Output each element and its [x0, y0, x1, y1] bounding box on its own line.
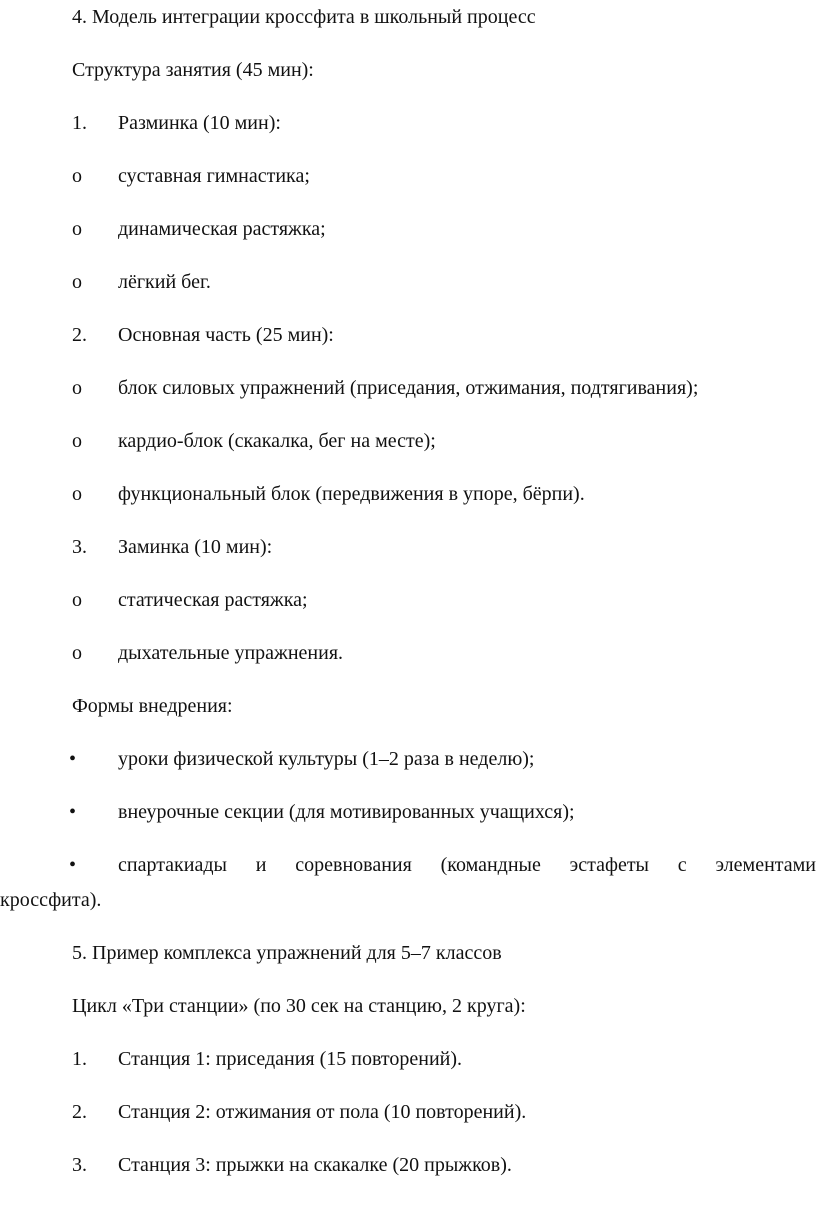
list-item: [0, 798, 816, 826]
list-item-text: динамическая растяжка;: [118, 218, 326, 240]
station-number: 1.: [72, 1048, 87, 1070]
station-number: 3.: [72, 1154, 87, 1176]
station-item: [0, 1045, 816, 1073]
list-item-text: статическая растяжка;: [118, 589, 308, 611]
sub-bullet-marker: o: [72, 483, 82, 505]
list-item-text: дыхательные упражнения.: [118, 642, 344, 664]
phase-number: 3.: [72, 536, 87, 558]
phase-1: [0, 109, 816, 137]
bullet-marker: •: [69, 801, 77, 823]
station-text: Станция 3: прыжки на скакалке (20 прыжков).: [118, 1154, 512, 1176]
list-item-text: уроки физической культуры (1–2 раза в неделю);: [118, 748, 535, 770]
list-item-text: кардио-блок (скакалка, бег на месте);: [118, 430, 436, 452]
list-item: [0, 851, 816, 879]
list-item-text: спартакиады и соревнования (командные эстафеты с элементами: [118, 854, 816, 876]
bullet-marker: •: [69, 748, 77, 770]
phase-2: [0, 321, 816, 349]
phase-3: [0, 533, 816, 561]
station-number: 2.: [72, 1101, 87, 1123]
list-item: [0, 427, 816, 455]
section-5-heading: 5. Пример комплекса упражнений для 5–7 классов: [72, 942, 502, 964]
sub-bullet-marker: o: [72, 377, 82, 399]
list-item-text: функциональный блок (передвижения в упоре, бёрпи).: [118, 483, 585, 505]
list-item-text: блок силовых упражнений (приседания, отжимания, подтягивания);: [118, 377, 699, 399]
sub-bullet-marker: o: [72, 165, 82, 187]
cycle-title: Цикл «Три станции» (по 30 сек на станцию, 2 круга):: [72, 995, 526, 1017]
list-item: [0, 586, 816, 614]
sub-bullet-marker: o: [72, 271, 82, 293]
list-item: [0, 268, 816, 296]
structure-title: Структура занятия (45 мин):: [72, 59, 314, 81]
phase-number: 2.: [72, 324, 87, 346]
bullet-marker: •: [69, 854, 77, 876]
forms-title: Формы внедрения:: [72, 695, 233, 717]
list-item-text: суставная гимнастика;: [118, 165, 310, 187]
list-item: [0, 639, 816, 667]
station-text: Станция 1: приседания (15 повторений).: [118, 1048, 463, 1070]
phase-title: Заминка (10 мин):: [118, 536, 273, 558]
station-item: [0, 1151, 816, 1179]
sub-bullet-marker: o: [72, 430, 82, 452]
list-item-continuation: кроссфита).: [0, 889, 102, 911]
list-item: [0, 745, 816, 773]
section-4-heading: 4. Модель интеграции кроссфита в школьный процесс: [72, 6, 536, 28]
list-item: [0, 374, 816, 402]
list-item: [0, 215, 816, 243]
sub-bullet-marker: o: [72, 589, 82, 611]
station-item: [0, 1098, 816, 1126]
list-item-text: лёгкий бег.: [118, 271, 211, 293]
list-item: [0, 162, 816, 190]
station-text: Станция 2: отжимания от пола (10 повторений).: [118, 1101, 527, 1123]
phase-title: Разминка (10 мин):: [118, 112, 281, 134]
sub-bullet-marker: o: [72, 642, 82, 664]
phase-title: Основная часть (25 мин):: [118, 324, 334, 346]
sub-bullet-marker: o: [72, 218, 82, 240]
list-item: [0, 480, 816, 508]
list-item-text: внеурочные секции (для мотивированных учащихся);: [118, 801, 575, 823]
phase-number: 1.: [72, 112, 87, 134]
